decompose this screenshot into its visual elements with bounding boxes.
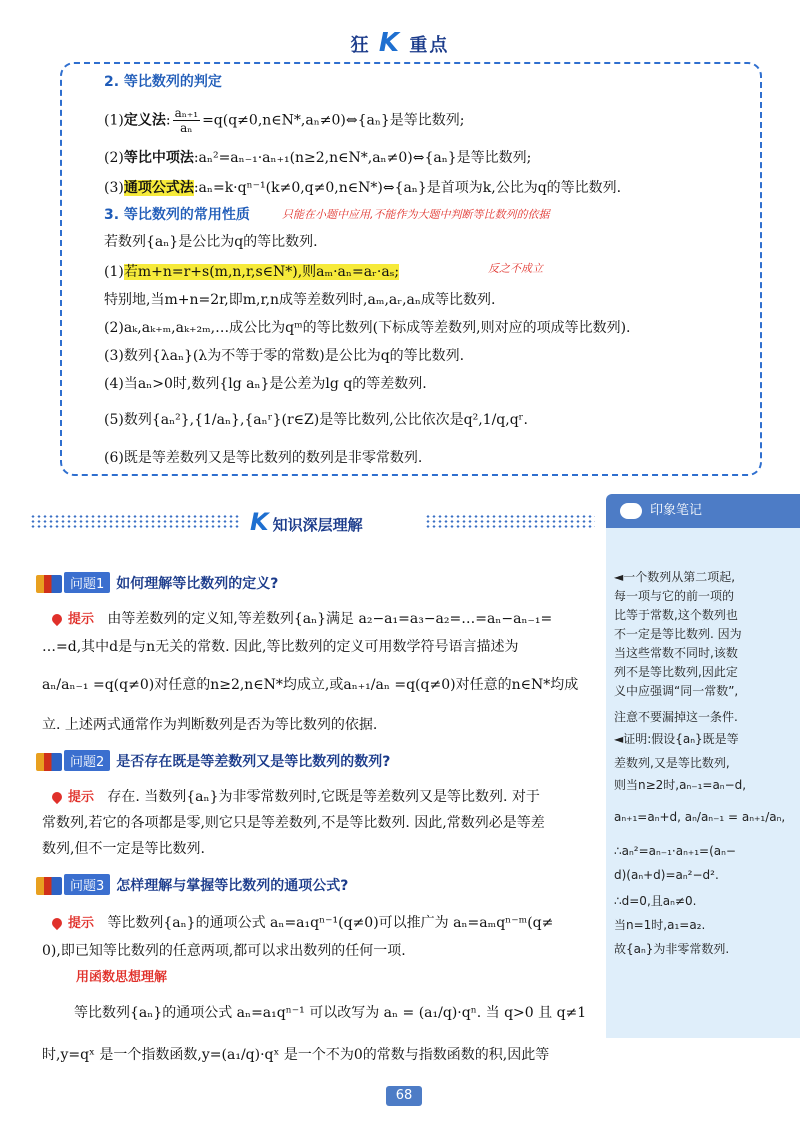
side-line: 义中应强调“同一常数”, — [614, 684, 739, 698]
sec3-special: 特别地,当m+n=2r,即m,r,n成等差数列时,aₘ,aᵣ,aₙ成等比数列. — [104, 292, 496, 308]
side-line: ∴d=0,且aₙ≠0. — [614, 894, 697, 908]
side-line: 当这些常数不同时,该数 — [614, 646, 738, 660]
sec3-prop-3: (3)数列{λaₙ}(λ为不等于零的常数)是公比为q的等比数列. — [104, 348, 465, 364]
q1-line: 立. 上述两式通常作为判断数列是否为等比数列的依据. — [42, 717, 378, 733]
q2-line: 提示 存在. 当数列{aₙ}为非零常数列时,它既是等差数列又是等比数列. 对于 — [52, 784, 540, 811]
q2-line: 数列,但不一定是等比数列. — [42, 841, 205, 857]
side-notes-header: 印象笔记 — [606, 494, 800, 528]
side-line: 注意不要漏掉这一条件. — [614, 710, 738, 724]
page-number: 68 — [386, 1086, 422, 1106]
question-tag: 问题2 — [64, 750, 110, 771]
q1-line: 提示 由等差数列的定义知,等差数列{aₙ}满足 a₂−a₁=a₃−a₂=…=aₙ−aₙ₋₁= — [52, 606, 552, 633]
pin-icon — [50, 790, 64, 804]
geometric-mean-method-label: 等比中项法 — [123, 150, 194, 166]
section-2-title: 2. 等比数列的判定 — [104, 74, 222, 90]
sec2-line-3: (3)通项公式法:aₙ=k·qⁿ⁻¹(k≠0,q≠0,n∈N*)⇔{aₙ}是首项为k,公比为q的等比数列. — [104, 180, 622, 196]
q3-line: 提示 等比数列{aₙ}的通项公式 aₙ=a₁qⁿ⁻¹(q≠0)可以推广为 aₙ=aₘqⁿ⁻ᵐ(q≠ — [52, 910, 553, 937]
side-line: 故{aₙ}为非零常数列. — [614, 942, 730, 956]
question-tag: 问题1 — [64, 572, 110, 593]
header-suffix: 重点 — [409, 35, 450, 56]
side-line: 列不是等比数列,因此定 — [614, 665, 738, 679]
side-line: ◄一个数列从第二项起, — [614, 570, 736, 584]
side-line: 差数列,又是等比数列, — [614, 756, 730, 770]
side-line: 比等于常数,这个数列也 — [614, 608, 738, 622]
question-2-heading — [36, 750, 390, 771]
side-line: 每一项与它的前一项的 — [614, 589, 735, 603]
k-logo-icon: K — [378, 28, 402, 58]
k-logo-icon: K — [250, 508, 269, 536]
definition-method-label: 定义法 — [123, 112, 166, 129]
elephant-icon — [620, 503, 642, 519]
book-icon — [36, 575, 62, 593]
question-title: 怎样理解与掌握等比数列的通项公式? — [116, 878, 349, 894]
sec3-prop-1: (1)若m+n=r+s(m,n,r,s∈N*),则aₘ·aₙ=aᵣ·aₛ; — [104, 264, 400, 280]
sec3-prop-6: (6)既是等差数列又是等比数列的数列是非零常数列. — [104, 450, 423, 466]
sec2-line-2: (2)等比中项法:aₙ²=aₙ₋₁·aₙ₊₁(n≥2,n∈N*,aₙ≠0)⇔{aₙ}是等比数列; — [104, 150, 532, 166]
q1-line: aₙ/aₙ₋₁ =q(q≠0)对任意的n≥2,n∈N*均成立,或aₙ₊₁/aₙ =q(q≠0)对任意的n∈N*均成 — [42, 677, 579, 693]
side-line: ◄证明:假设{aₙ}既是等 — [614, 732, 739, 746]
q3-sub-line: 等比数列{aₙ}的通项公式 aₙ=a₁qⁿ⁻¹ 可以改写为 aₙ = (a₁/q)·qⁿ. 当 q>0 且 q≠1 — [74, 1005, 587, 1021]
banner-dots-left — [30, 514, 240, 528]
hint-label: 提示 — [68, 790, 95, 805]
q3-subheading: 用函数思想理解 — [76, 970, 168, 985]
handwritten-note-1: 只能在小题中应用,不能作为大题中判断等比数列的依据 — [282, 208, 550, 221]
q3-line: 0),即已知等比数列的任意两项,都可以求出数列的任何一项. — [42, 943, 406, 959]
ratio-fraction: $\frac{\text{aₙ₊₁}}{\text{aₙ}}$ — [174, 106, 199, 135]
header-prefix: 狂 — [350, 35, 371, 56]
sec3-intro: 若数列{aₙ}是公比为q的等比数列. — [104, 234, 318, 250]
handwritten-note-2: 反之不成立 — [488, 262, 543, 275]
question-3-heading — [36, 874, 348, 895]
question-tag: 问题3 — [64, 874, 110, 895]
pin-icon — [50, 612, 64, 626]
book-icon — [36, 753, 62, 771]
banner-dots-right — [425, 514, 595, 528]
q3-sub-line: 时,y=qˣ 是一个指数函数,y=(a₁/q)·qˣ 是一个不为0的常数与指数函数的积,因此等 — [42, 1047, 550, 1063]
sec3-prop-2: (2)aₖ,aₖ₊ₘ,aₖ₊₂ₘ,…成公比为qᵐ的等比数列(下标成等差数列,则对应的项成等比数列). — [104, 320, 631, 336]
general-term-method-label: 通项公式法 — [123, 180, 194, 196]
section-3-title: 3. 等比数列的常用性质 — [104, 207, 250, 223]
banner-title: K知识深层理解 — [250, 508, 363, 536]
page-header — [0, 28, 800, 58]
side-line: ∴aₙ²=aₙ₋₁·aₙ₊₁=(aₙ− — [614, 844, 736, 858]
question-title: 如何理解等比数列的定义? — [116, 576, 279, 592]
question-title: 是否存在既是等差数列又是等比数列的数列? — [116, 754, 391, 770]
hint-label: 提示 — [68, 612, 95, 627]
pin-icon — [50, 916, 64, 930]
q2-line: 常数列,若它的各项都是零,则它只是等差数列,不是等比数列. 因此,常数列必是等差 — [42, 815, 545, 831]
side-line: 不一定是等比数列. 因为 — [614, 627, 742, 641]
q1-line: …=d,其中d是与n无关的常数. 因此,等比数列的定义可用数学符号语言描述为 — [42, 639, 519, 655]
side-line: 则当n≥2时,aₙ₋₁=aₙ−d, — [614, 778, 747, 792]
side-line: d)(aₙ+d)=aₙ²−d². — [614, 868, 719, 882]
book-icon — [36, 877, 62, 895]
sec2-line-1: (1)定义法: $\frac{\text{aₙ₊₁}}{\text{aₙ}}$ =q(q≠0,n∈N*,aₙ≠0)⇔{aₙ}是等比数列; — [104, 106, 465, 135]
sec3-prop-4: (4)当aₙ>0时,数列{lg aₙ}是公差为lg q的等差数列. — [104, 376, 427, 392]
section-banner — [30, 508, 595, 536]
sec3-prop-5: (5)数列{aₙ²},{1/aₙ},{aₙʳ}(r∈Z)是等比数列,公比依次是q²,1/q,qʳ. — [104, 412, 528, 428]
side-line: aₙ₊₁=aₙ+d, aₙ/aₙ₋₁ = aₙ₊₁/aₙ, — [614, 810, 786, 824]
hint-label: 提示 — [68, 916, 95, 931]
question-1-heading — [36, 572, 278, 593]
side-line: 当n=1时,a₁=a₂. — [614, 918, 706, 932]
